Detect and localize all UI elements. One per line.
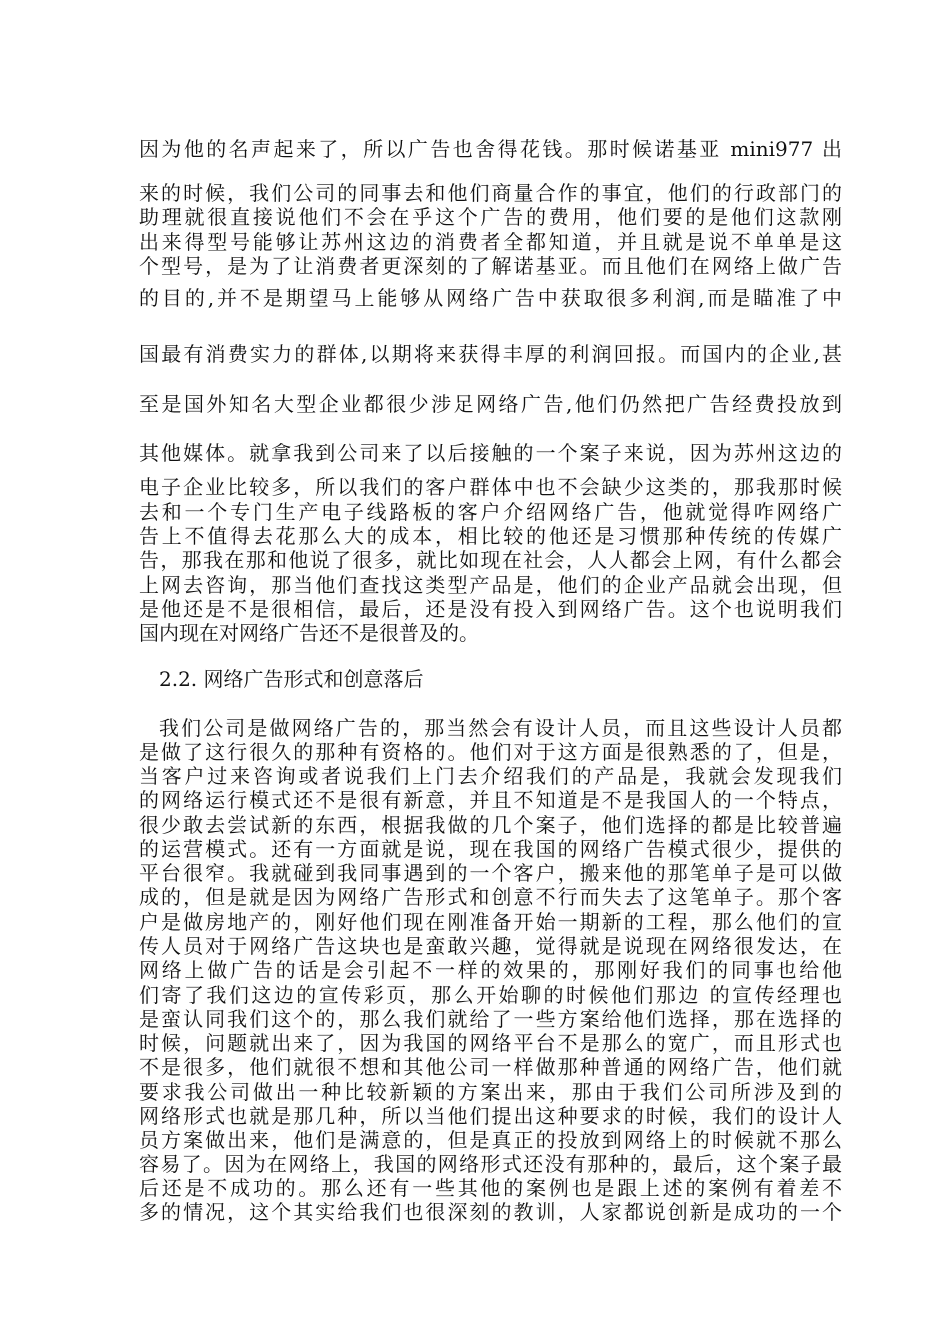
text-line: 容易了。因为在网络上，我国的网络形式还没有那种的，最后，这个案子最 <box>139 1152 842 1176</box>
text-line: 要求我公司做出一种比较新颖的方案出来，那由于我们公司所涉及到的 <box>139 1080 842 1104</box>
text-line: 是做了这行很久的那种有资格的。他们对于这方面是很熟悉的了，但是， <box>139 740 842 764</box>
text-line: 国最有消费实力的群体,以期将来获得丰厚的利润回报。而国内的企业,甚 <box>139 342 842 366</box>
text-line: 是他还是不是很相信，最后，还是没有投入到网络广告。这个也说明我们 <box>139 597 842 621</box>
text-line: 们寄了我们这边的宣传彩页，那么开始聊的时候他们那边 的宣传经理也 <box>139 983 842 1007</box>
text-line: 的网络运行模式还不是很有新意，并且不知道是不是我国人的一个特点， <box>139 788 842 812</box>
text-line: 是蛮认同我们这个的，那么我们就给了一些方案给他们选择，那在选择的 <box>139 1007 842 1031</box>
text-line: 出来得型号能够让苏州这边的消费者全都知道，并且就是说不单单是这 <box>139 230 842 254</box>
text-line: 个型号，是为了让消费者更深刻的了解诺基亚。而且他们在网络上做广告 <box>139 254 842 278</box>
text-line: 很少敢去尝试新的东西，根据我做的几个案子，他们选择的都是比较普遍 <box>139 813 842 837</box>
text-line: 员方案做出来，他们是满意的，但是真正的投放到网络上的时候就不那么 <box>139 1128 842 1152</box>
text-line: 我们公司是做网络广告的，那当然会有设计人员，而且这些设计人员都 <box>159 716 842 740</box>
text-line: 的运营模式。还有一方面就是说，现在我国的网络广告模式很少，提供的 <box>139 837 842 861</box>
text-line: 的目的,并不是期望马上能够从网络广告中获取很多利润,而是瞄准了中 <box>139 286 842 310</box>
text-line: 传人员对于网络广告这块也是蛮敢兴趣，觉得就是说现在网络很发达，在 <box>139 934 842 958</box>
section-heading: 2.2. 网络广告形式和创意落后 <box>159 667 424 691</box>
text-line: 其他媒体。就拿我到公司来了以后接触的一个案子来说，因为苏州这边的 <box>139 441 842 465</box>
text-line: 告上不值得去花那么大的成本，相比较的他还是习惯那种传统的传媒广 <box>139 524 842 548</box>
text-line: 助理就很直接说他们不会在乎这个广告的费用，他们要的是他们这款刚 <box>139 205 842 229</box>
text-line: 上网去咨询，那当他们查找这类型产品是，他们的企业产品就会出现，但 <box>139 573 842 597</box>
text-line: 户是做房地产的，刚好他们现在刚准备开始一期新的工程，那么他们的宣 <box>139 910 842 934</box>
text-line: 网络形式也就是那几种，所以当他们提出这种要求的时候，我们的设计人 <box>139 1104 842 1128</box>
text-line: 成的，但是就是因为网络广告形式和创意不行而失去了这笔单子。那个客 <box>139 885 842 909</box>
text-line: 去和一个专门生产电子线路板的客户介绍网络广告，他就觉得咋网络广 <box>139 500 842 524</box>
text-line: 不是很多，他们就很不想和其他公司一样做那种普通的网络广告，他们就 <box>139 1055 842 1079</box>
text-line: 至是国外知名大型企业都很少涉足网络广告,他们仍然把广告经费投放到 <box>139 392 842 416</box>
text-line: 因为他的名声起来了，所以广告也舍得花钱。那时候诺基亚 mini977 出 <box>139 137 842 161</box>
text-line: 后还是不成功的。那么还有一些其他的案例也是跟上述的案例有着差不 <box>139 1176 842 1200</box>
text-line: 国内现在对网络广告还不是很普及的。 <box>139 621 479 645</box>
text-line: 时候，问题就出来了，因为我国的网络平台不是那么的宽广，而且形式也 <box>139 1031 842 1055</box>
text-line: 告，那我在那和他说了很多，就比如现在社会，人人都会上网，有什么都会 <box>139 548 842 572</box>
text-line: 当客户过来咨询或者说我们上门去介绍我们的产品是，我就会发现我们 <box>139 764 842 788</box>
text-line: 多的情况，这个其实给我们也很深刻的教训，人家都说创新是成功的一个 <box>139 1200 842 1224</box>
text-line: 平台很窄。我就碰到我同事遇到的一个客户，搬来他的那笔单子是可以做 <box>139 861 842 885</box>
text-line: 网络上做广告的话是会引起不一样的效果的，那刚好我们的同事也给他 <box>139 958 842 982</box>
text-line: 来的时候，我们公司的同事去和他们商量合作的事宜，他们的行政部门的 <box>139 181 842 205</box>
text-line: 电子企业比较多，所以我们的客户群体中也不会缺少这类的，那我那时候 <box>139 475 842 499</box>
